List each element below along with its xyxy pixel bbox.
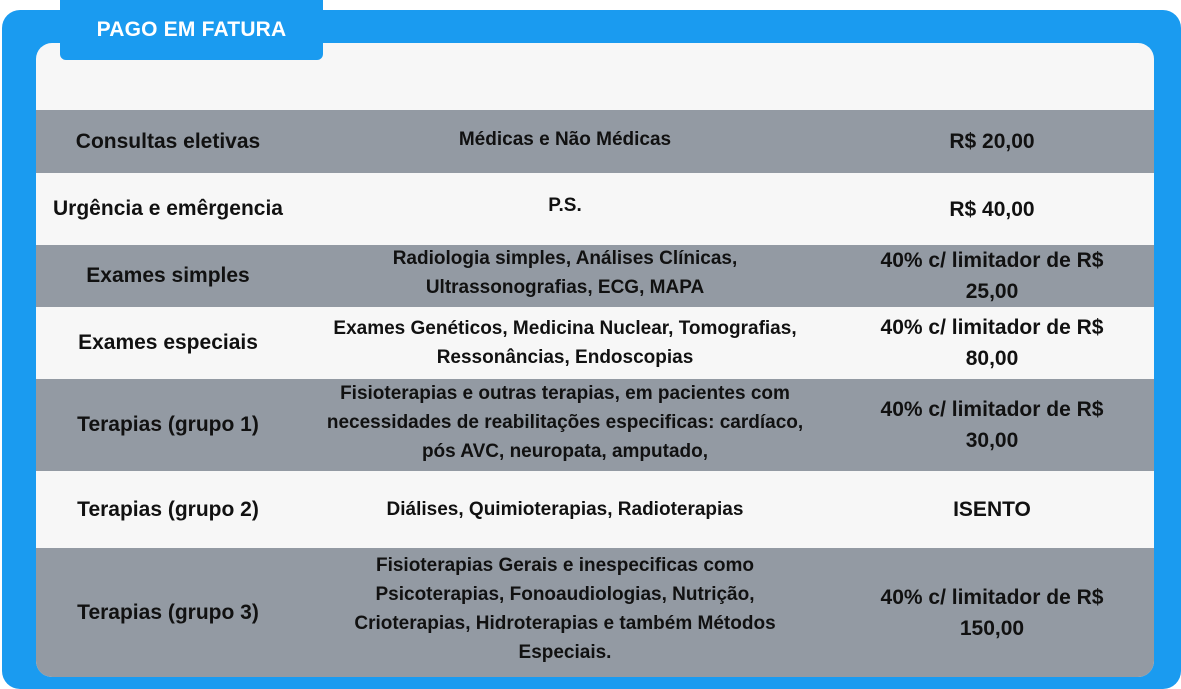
- table-row: [36, 471, 1154, 548]
- row-value: ISENTO: [953, 498, 1031, 521]
- row-value: R$ 20,00: [949, 130, 1035, 153]
- table-row: [36, 110, 1154, 173]
- row-value: 40% c/ limitador de R$ 150,00: [880, 585, 1104, 640]
- row-category: Exames especiais: [78, 331, 258, 354]
- row-description: Fisioterapias Gerais e inespecificas como Psicoterapias, Fonoaudiologias, Nutrição, Crioterapias, Hidroterapias e também Métodos Especiais.: [354, 554, 776, 663]
- table-row: [36, 173, 1154, 245]
- table-row: [36, 307, 1154, 379]
- row-description: Fisioterapias e outras terapias, em pacientes com necessidades de reabilitações especificas: cardíaco, pós AVC, neuropata, amputado,: [326, 382, 804, 462]
- row-category: Terapias (grupo 3): [77, 600, 259, 624]
- row-value: R$ 40,00: [949, 197, 1035, 221]
- table-row: [36, 548, 1154, 677]
- table-row: [36, 379, 1154, 471]
- row-description: Médicas e Não Médicas: [458, 129, 672, 150]
- row-category: Terapias (grupo 2): [77, 497, 259, 521]
- row-value: 40% c/ limitador de R$ 25,00: [880, 249, 1104, 303]
- row-description: Diálises, Quimioterapias, Radioterapias: [386, 499, 744, 520]
- row-category: Terapias (grupo 1): [77, 413, 259, 436]
- row-category: Consultas eletivas: [75, 129, 261, 153]
- card-frame: [2, 10, 1181, 689]
- row-description: P.S.: [548, 194, 582, 216]
- row-description: Radiologia simples, Análises Clínicas, Ultrassonografias, ECG, MAPA: [392, 248, 738, 298]
- row-description: Exames Genéticos, Medicina Nuclear, Tomografias, Ressonâncias, Endoscopias: [333, 318, 797, 368]
- row-category: Urgência e emêrgencia: [53, 197, 283, 220]
- table-row: [36, 245, 1154, 307]
- section-tag: PAGO EM FATURA: [60, 0, 323, 60]
- card-body: [36, 43, 1154, 677]
- row-value: 40% c/ limitador de R$ 80,00: [880, 316, 1104, 370]
- row-category: Exames simples: [86, 264, 250, 287]
- row-value: 40% c/ limitador de R$ 30,00: [880, 398, 1104, 452]
